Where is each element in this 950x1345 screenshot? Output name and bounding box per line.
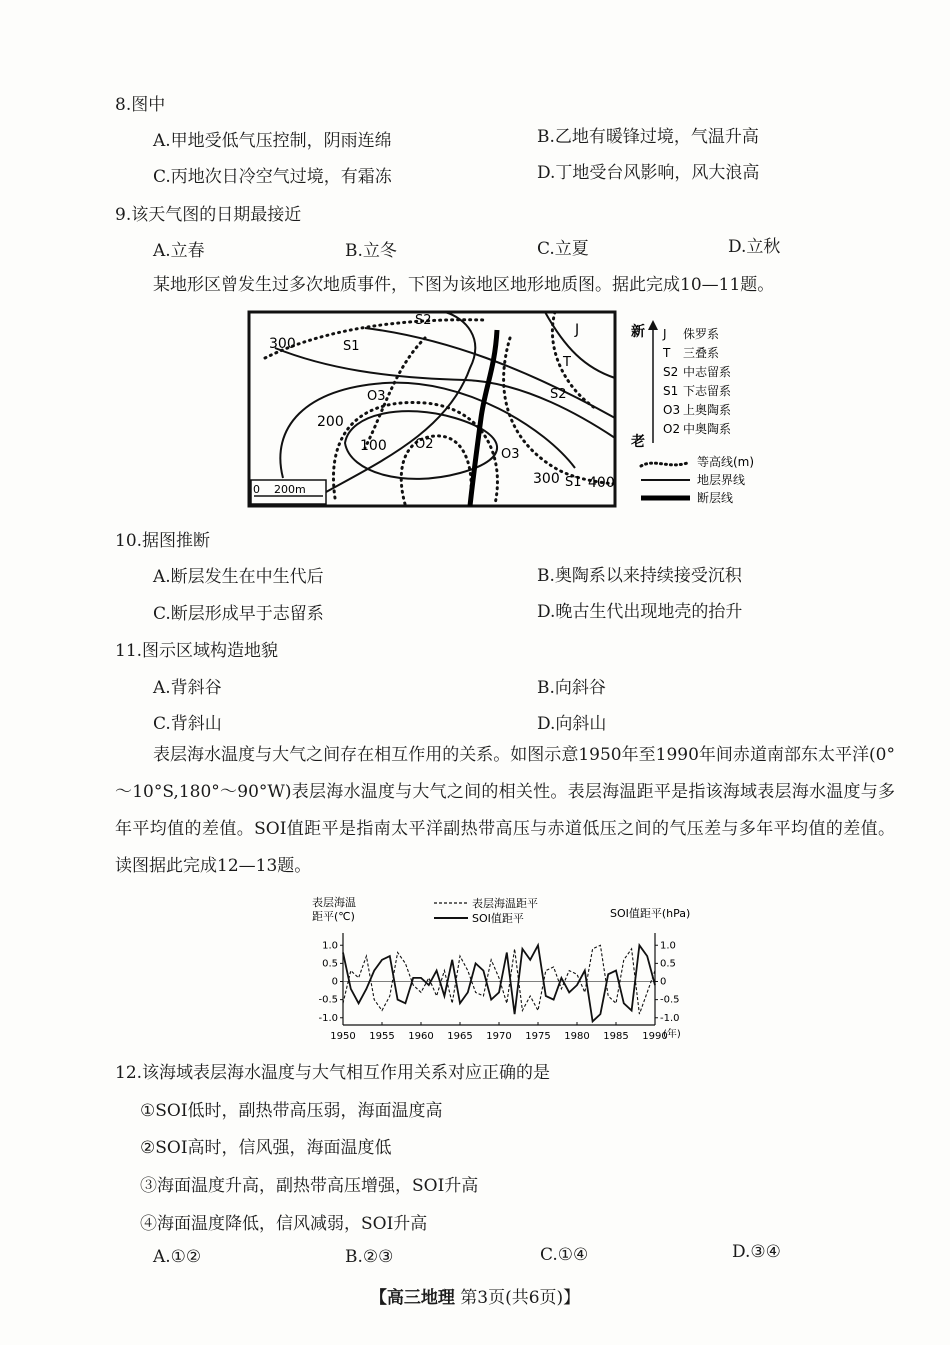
map-legend <box>631 320 754 505</box>
legend-fault-label: 断层线 <box>697 491 734 505</box>
legend-contour-symbol <box>641 462 690 466</box>
q12-option-a: A.①② <box>153 1247 202 1267</box>
q10-option-b: B.奥陶系以来持续接受沉积 <box>537 566 742 586</box>
left-axis-title-2: 距平(℃) <box>312 910 355 923</box>
q8-option-d: D.丁地受台风影响，风大浪高 <box>537 163 760 183</box>
q10-option-a: A.断层发生在中生代后 <box>153 567 324 587</box>
left-axis-title-1: 表层海温 <box>312 896 356 909</box>
legend-name: 中奥陶系 <box>683 422 732 436</box>
q10-option-c: C.断层形成早于志留系 <box>153 604 324 624</box>
x-tick-label: 1955 <box>369 1031 395 1042</box>
q11-option-b: B.向斜谷 <box>537 678 606 698</box>
legend-boundary-label: 地层界线 <box>697 473 746 487</box>
right-tick-label: -0.5 <box>660 994 680 1006</box>
legend-code: T <box>663 346 671 360</box>
q12-item-2: ②SOI高时，信风强，海面温度低 <box>140 1138 392 1158</box>
left-tick-label: 0 <box>331 976 338 988</box>
legend-name: 三叠系 <box>683 346 720 360</box>
stratum-label: S1 <box>343 339 360 354</box>
right-tick-label: 1.0 <box>660 940 676 952</box>
q10-stem: 10.据图推断 <box>115 531 211 551</box>
x-tick-label: 1950 <box>330 1031 356 1042</box>
legend-arrow-head <box>648 320 658 330</box>
left-tick-label: -1.0 <box>318 1012 338 1024</box>
legend-code: O2 <box>663 422 681 436</box>
chart-legend <box>434 896 538 925</box>
scale-label: 0 200m <box>253 483 306 496</box>
stratum-label: O3 <box>367 389 386 404</box>
q12-item-4: ④海面温度降低，信风减弱，SOI升高 <box>140 1214 428 1234</box>
q11-option-c: C.背斜山 <box>153 714 222 734</box>
q12-option-b: B.②③ <box>345 1247 394 1267</box>
x-tick-label: 1965 <box>447 1031 473 1042</box>
right-axis-title: SOI值距平(hPa) <box>610 907 691 920</box>
x-tick-label: 1990 <box>642 1031 668 1042</box>
stratum-label: O2 <box>415 437 434 452</box>
stratum-label: O3 <box>501 447 520 462</box>
footer-subject: 【高三地理 <box>369 1288 455 1308</box>
stratum-label: T <box>563 355 571 370</box>
q9-stem: 9.该天气图的日期最接近 <box>115 205 302 225</box>
q9-option-a: A.立春 <box>153 241 205 261</box>
q12-option-c: C.①④ <box>540 1245 589 1265</box>
contour-label: 100 <box>360 438 387 454</box>
x-axis-unit: (年) <box>663 1029 681 1040</box>
q8-option-b: B.乙地有暖锋过境，气温升高 <box>537 127 759 147</box>
right-tick-label: 0 <box>660 976 667 988</box>
contour-label: 300 <box>269 336 296 352</box>
legend-code: O3 <box>663 403 681 417</box>
q8-stem: 8.图中 <box>115 95 166 115</box>
x-tick-label: 1975 <box>525 1031 551 1042</box>
q12-item-1: ①SOI低时，副热带高压弱，海面温度高 <box>140 1101 443 1121</box>
q12-item-3: ③海面温度升高，副热带高压增强，SOI升高 <box>140 1176 479 1196</box>
stratum-label: S2 <box>550 387 567 402</box>
x-tick-label: 1960 <box>408 1031 434 1042</box>
q8-option-a: A.甲地受低气压控制，阴雨连绵 <box>153 131 392 151</box>
legend-new: 新 <box>631 324 645 340</box>
q9-option-b: B.立冬 <box>345 241 397 261</box>
page-footer <box>0 1283 950 1308</box>
intro-10-11: 某地形区曾发生过多次地质事件，下图为该地区地形地质图。据此完成10—11题。 <box>153 275 775 295</box>
legend-code: S1 <box>663 384 679 398</box>
q9-option-c: C.立夏 <box>537 239 589 259</box>
q12-stem: 12.该海域表层海水温度与大气相互作用关系对应正确的是 <box>115 1063 551 1083</box>
q10-option-d: D.晚古生代出现地壳的抬升 <box>537 602 743 622</box>
q11-option-d: D.向斜山 <box>537 714 607 734</box>
right-tick-label: -1.0 <box>660 1012 680 1024</box>
left-tick-label: -0.5 <box>318 994 338 1006</box>
intro-12-13: 表层海水温度与大气之间存在相互作用的关系。如图示意1950年至1990年间赤道南部东太平洋(0°～10°S,180°～90°W)表层海水温度与大气之间的相关性。表层海温距平是指该海域表层海水温度与多年平均值的差值。SOI值距平是指南太平洋副热带高压与赤道低压之间的气压差与多年平均值的差值。读图据此完成12—13题。 <box>115 745 895 876</box>
right-tick-label: 0.5 <box>660 958 676 970</box>
legend-name: 中志留系 <box>683 365 732 379</box>
q11-option-a: A.背斜谷 <box>153 678 222 698</box>
legend-old: 老 <box>631 434 645 450</box>
legend-series-soi: SOI值距平 <box>472 912 524 925</box>
q9-option-d: D.立秋 <box>728 237 781 257</box>
legend-contour-label: 等高线(m) <box>697 455 755 469</box>
chart-plot-area <box>318 933 680 1042</box>
soi-anomaly-line <box>343 945 655 1021</box>
stratum-label: J <box>575 322 580 338</box>
legend-name: 下志留系 <box>683 384 732 398</box>
legend-code: S2 <box>663 365 679 379</box>
x-tick-label: 1985 <box>603 1031 629 1042</box>
left-tick-label: 0.5 <box>322 958 338 970</box>
contour-label: 300 <box>533 471 560 487</box>
legend-series-sst: 表层海温距平 <box>472 897 538 910</box>
sst-soi-chart <box>310 893 710 1045</box>
legend-code: J <box>663 327 667 341</box>
legend-name: 上奥陶系 <box>683 403 732 417</box>
footer-page: 第3页(共6页)】 <box>460 1288 581 1308</box>
stratum-label: S1 <box>565 475 582 490</box>
contour-label: 400 <box>588 475 615 491</box>
legend-name: 侏罗系 <box>683 327 720 341</box>
contour-label: 200 <box>317 414 344 430</box>
x-tick-label: 1970 <box>486 1031 512 1042</box>
q11-stem: 11.图示区域构造地貌 <box>115 641 279 661</box>
left-tick-label: 1.0 <box>322 940 338 952</box>
q12-option-d: D.③④ <box>732 1242 781 1262</box>
x-tick-label: 1980 <box>564 1031 590 1042</box>
stratum-label: S2 <box>415 313 432 328</box>
q8-option-c: C.丙地次日冷空气过境，有霜冻 <box>153 167 392 187</box>
geology-map-figure <box>245 308 775 510</box>
